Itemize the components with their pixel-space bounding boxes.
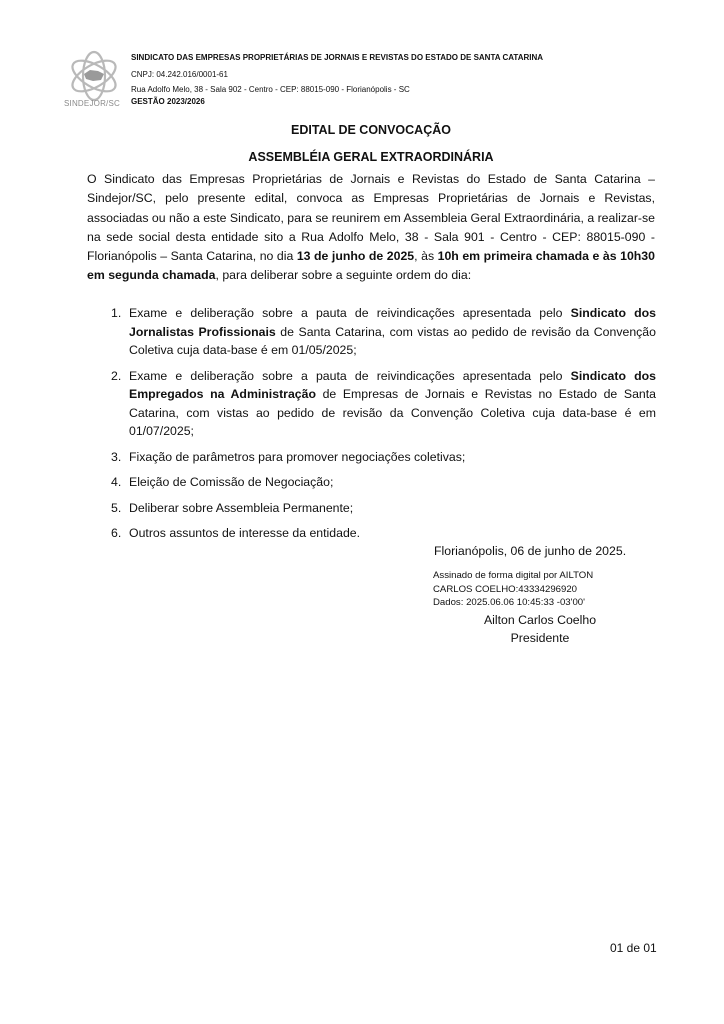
agenda-item [108,524,656,543]
agenda-item-text: de Santa Catarina, com vistas ao pedido de revisão da Convenção Coletiva cuja data-base é em 01/05/2025; [129,324,656,357]
place-and-date: Florianópolis, 06 de junho de 2025. [434,544,627,558]
org-name: SINDICATO DAS EMPRESAS PROPRIETÁRIAS DE JORNAIS E REVISTAS DO ESTADO DE SANTA CATARINA [131,53,544,62]
agenda-item-text: de Empresas de Jornais e Revistas no Estado de Santa Catarina, com vistas ao pedido de revisão da Convenção Coletiva cuja data-base é em 01/07/2025; [129,387,656,438]
signer-name: Ailton Carlos Coelho [483,613,597,627]
body-text-part1: O Sindicato das Empresas Proprietárias de Jornais e Revistas do Estado de Santa Catarina – Sindejor/SC, pelo presente edital, convoca as Empresas Proprietárias de Jornais e Revistas, associadas ou não a este Sindicato, para se reunirem em Assembleia Geral Extraordinária, a realizar-se na sede social desta entidade sito a Rua Adolfo Melo, 38 - Sala 901 - Centro - CEP: 88015-090 - Florianópolis – Santa Catarina, no dia [87,172,655,264]
cnpj: CNPJ: 04.242.016/0001-61 [131,70,228,79]
agenda-item-bold: Sindicato dos Jornalistas Profissionais [129,306,656,339]
agenda-item-text: Fixação de parâmetros para promover negociações coletivas; [129,449,466,464]
signature-line: CARLOS COELHO:43334296920 [433,583,577,595]
signature-line: Assinado de forma digital por AILTON [433,570,594,581]
agenda-item [108,367,656,441]
agenda-item [108,448,656,467]
signer-block [420,611,660,647]
digital-signature-stamp [433,569,593,610]
body-text-part3: , para deliberar sobre a seguinte ordem do dia: [215,268,472,283]
agenda-item-number: 3. [111,449,122,464]
signature-line: Dados: 2025.06.06 10:45:33 -03'00' [433,597,585,608]
document-subtitle: ASSEMBLÉIA GERAL EXTRAORDINÁRIA [248,150,494,164]
agenda-list [108,304,656,550]
agenda-item-number: 2. [111,368,122,383]
page-number: 01 de 01 [610,941,657,955]
document-title: EDITAL DE CONVOCAÇÃO [291,123,451,137]
agenda-item [108,499,656,518]
agenda-item-text: Exame e deliberação sobre a pauta de reivindicações apresentada pelo [129,306,571,320]
meeting-date: 13 de junho de 2025 [296,249,415,264]
agenda-item-text: Eleição de Comissão de Negociação; [129,475,334,489]
agenda-item [108,473,656,492]
convocation-paragraph [87,170,655,286]
logo-caption: SINDEJOR/SC [64,99,120,108]
org-address: Rua Adolfo Melo, 38 - Sala 902 - Centro - CEP: 88015-090 - Florianópolis - SC [131,85,410,94]
agenda-item-text: Outros assuntos de interesse da entidade. [129,526,361,540]
meeting-time: 10h em primeira chamada e às 10h30 em segunda chamada [87,249,655,283]
agenda-item-text: Deliberar sobre Assembleia Permanente; [129,500,354,515]
body-text-part2: , às [414,249,438,264]
agenda-item-number: 1. [111,306,122,320]
signer-role: Presidente [510,631,570,645]
agenda-item-number: 5. [111,500,122,515]
agenda-item-number: 6. [111,526,122,540]
agenda-item-number: 4. [111,475,122,489]
agenda-item-text: Exame e deliberação sobre a pauta de reivindicações apresentada pelo [129,368,571,383]
management-term: GESTÃO 2023/2026 [131,97,205,106]
agenda-item [108,304,656,360]
agenda-item-bold: Sindicato dos Empregados na Administração [129,368,656,401]
